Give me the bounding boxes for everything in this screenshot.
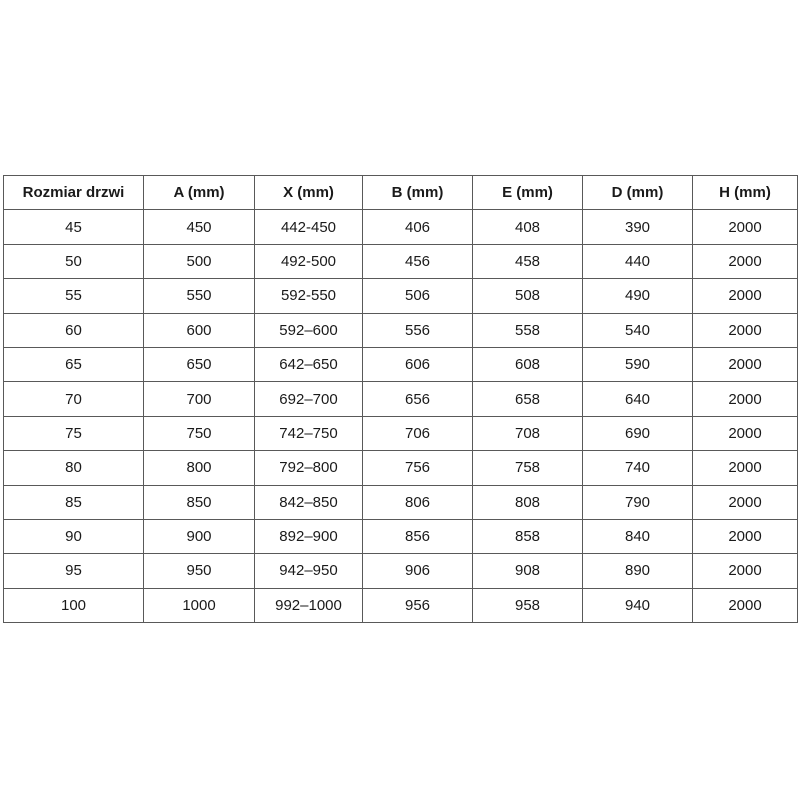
table-cell: 75	[4, 416, 144, 450]
table-cell: 1000	[144, 588, 255, 622]
table-row	[4, 416, 798, 450]
table-cell: 806	[363, 485, 473, 519]
table-cell: 80	[4, 451, 144, 485]
table-cell: 456	[363, 244, 473, 278]
table-cell: 55	[4, 279, 144, 313]
table-cell: 592–600	[255, 313, 363, 347]
table-cell: 2000	[693, 485, 798, 519]
table-cell: 790	[583, 485, 693, 519]
table-cell: 85	[4, 485, 144, 519]
table-cell: 2000	[693, 519, 798, 553]
table-body	[4, 210, 798, 623]
table-cell: 60	[4, 313, 144, 347]
table-cell: 840	[583, 519, 693, 553]
table-cell: 2000	[693, 279, 798, 313]
table-row	[4, 347, 798, 381]
header-d-mm: D (mm)	[583, 176, 693, 210]
table-row	[4, 210, 798, 244]
table-cell: 706	[363, 416, 473, 450]
table-cell: 850	[144, 485, 255, 519]
table-row	[4, 554, 798, 588]
table-cell: 756	[363, 451, 473, 485]
table-cell: 740	[583, 451, 693, 485]
table-cell: 640	[583, 382, 693, 416]
table-cell: 890	[583, 554, 693, 588]
table-cell: 506	[363, 279, 473, 313]
table-cell: 90	[4, 519, 144, 553]
table-cell: 690	[583, 416, 693, 450]
table-cell: 450	[144, 210, 255, 244]
table-cell: 2000	[693, 451, 798, 485]
table-cell: 95	[4, 554, 144, 588]
table-cell: 508	[473, 279, 583, 313]
table-cell: 2000	[693, 244, 798, 278]
table-cell: 65	[4, 347, 144, 381]
table-cell: 692–700	[255, 382, 363, 416]
table-cell: 490	[583, 279, 693, 313]
table-cell: 856	[363, 519, 473, 553]
table-cell: 590	[583, 347, 693, 381]
header-e-mm: E (mm)	[473, 176, 583, 210]
table-cell: 408	[473, 210, 583, 244]
table-cell: 540	[583, 313, 693, 347]
table-cell: 942–950	[255, 554, 363, 588]
header-a-mm: A (mm)	[144, 176, 255, 210]
table-row	[4, 588, 798, 622]
table-cell: 500	[144, 244, 255, 278]
table-cell: 406	[363, 210, 473, 244]
table-row	[4, 244, 798, 278]
table-row	[4, 279, 798, 313]
table-cell: 2000	[693, 588, 798, 622]
table-cell: 2000	[693, 347, 798, 381]
table-cell: 2000	[693, 554, 798, 588]
table-cell: 50	[4, 244, 144, 278]
table-cell: 650	[144, 347, 255, 381]
table-cell: 658	[473, 382, 583, 416]
table-cell: 608	[473, 347, 583, 381]
table-row	[4, 313, 798, 347]
table-cell: 950	[144, 554, 255, 588]
table-cell: 800	[144, 451, 255, 485]
table-cell: 492-500	[255, 244, 363, 278]
table-cell: 592-550	[255, 279, 363, 313]
table-cell: 556	[363, 313, 473, 347]
table-cell: 442-450	[255, 210, 363, 244]
table-header-row	[4, 176, 798, 210]
table-cell: 842–850	[255, 485, 363, 519]
table-cell: 656	[363, 382, 473, 416]
table-cell: 2000	[693, 313, 798, 347]
table-cell: 708	[473, 416, 583, 450]
table-cell: 808	[473, 485, 583, 519]
table-cell: 606	[363, 347, 473, 381]
table-cell: 440	[583, 244, 693, 278]
table-cell: 900	[144, 519, 255, 553]
table-cell: 750	[144, 416, 255, 450]
table-cell: 390	[583, 210, 693, 244]
table-cell: 792–800	[255, 451, 363, 485]
table-cell: 2000	[693, 416, 798, 450]
table-cell: 892–900	[255, 519, 363, 553]
table-cell: 956	[363, 588, 473, 622]
table-row	[4, 519, 798, 553]
table-cell: 45	[4, 210, 144, 244]
header-rozmiar-drzwi: Rozmiar drzwi	[4, 176, 144, 210]
table-cell: 100	[4, 588, 144, 622]
table-cell: 458	[473, 244, 583, 278]
table-row	[4, 382, 798, 416]
table-cell: 642–650	[255, 347, 363, 381]
table-row	[4, 451, 798, 485]
table-cell: 2000	[693, 210, 798, 244]
table-cell: 558	[473, 313, 583, 347]
table-cell: 2000	[693, 382, 798, 416]
table-row	[4, 485, 798, 519]
table-cell: 992–1000	[255, 588, 363, 622]
table-cell: 906	[363, 554, 473, 588]
table-cell: 550	[144, 279, 255, 313]
header-x-mm: X (mm)	[255, 176, 363, 210]
table-cell: 600	[144, 313, 255, 347]
table-cell: 700	[144, 382, 255, 416]
table-header	[4, 176, 798, 210]
table-cell: 742–750	[255, 416, 363, 450]
table-cell: 940	[583, 588, 693, 622]
table-cell: 758	[473, 451, 583, 485]
table-cell: 908	[473, 554, 583, 588]
door-sizes-table	[3, 175, 798, 623]
table-cell: 858	[473, 519, 583, 553]
header-b-mm: B (mm)	[363, 176, 473, 210]
table-cell: 958	[473, 588, 583, 622]
header-h-mm: H (mm)	[693, 176, 798, 210]
table-cell: 70	[4, 382, 144, 416]
